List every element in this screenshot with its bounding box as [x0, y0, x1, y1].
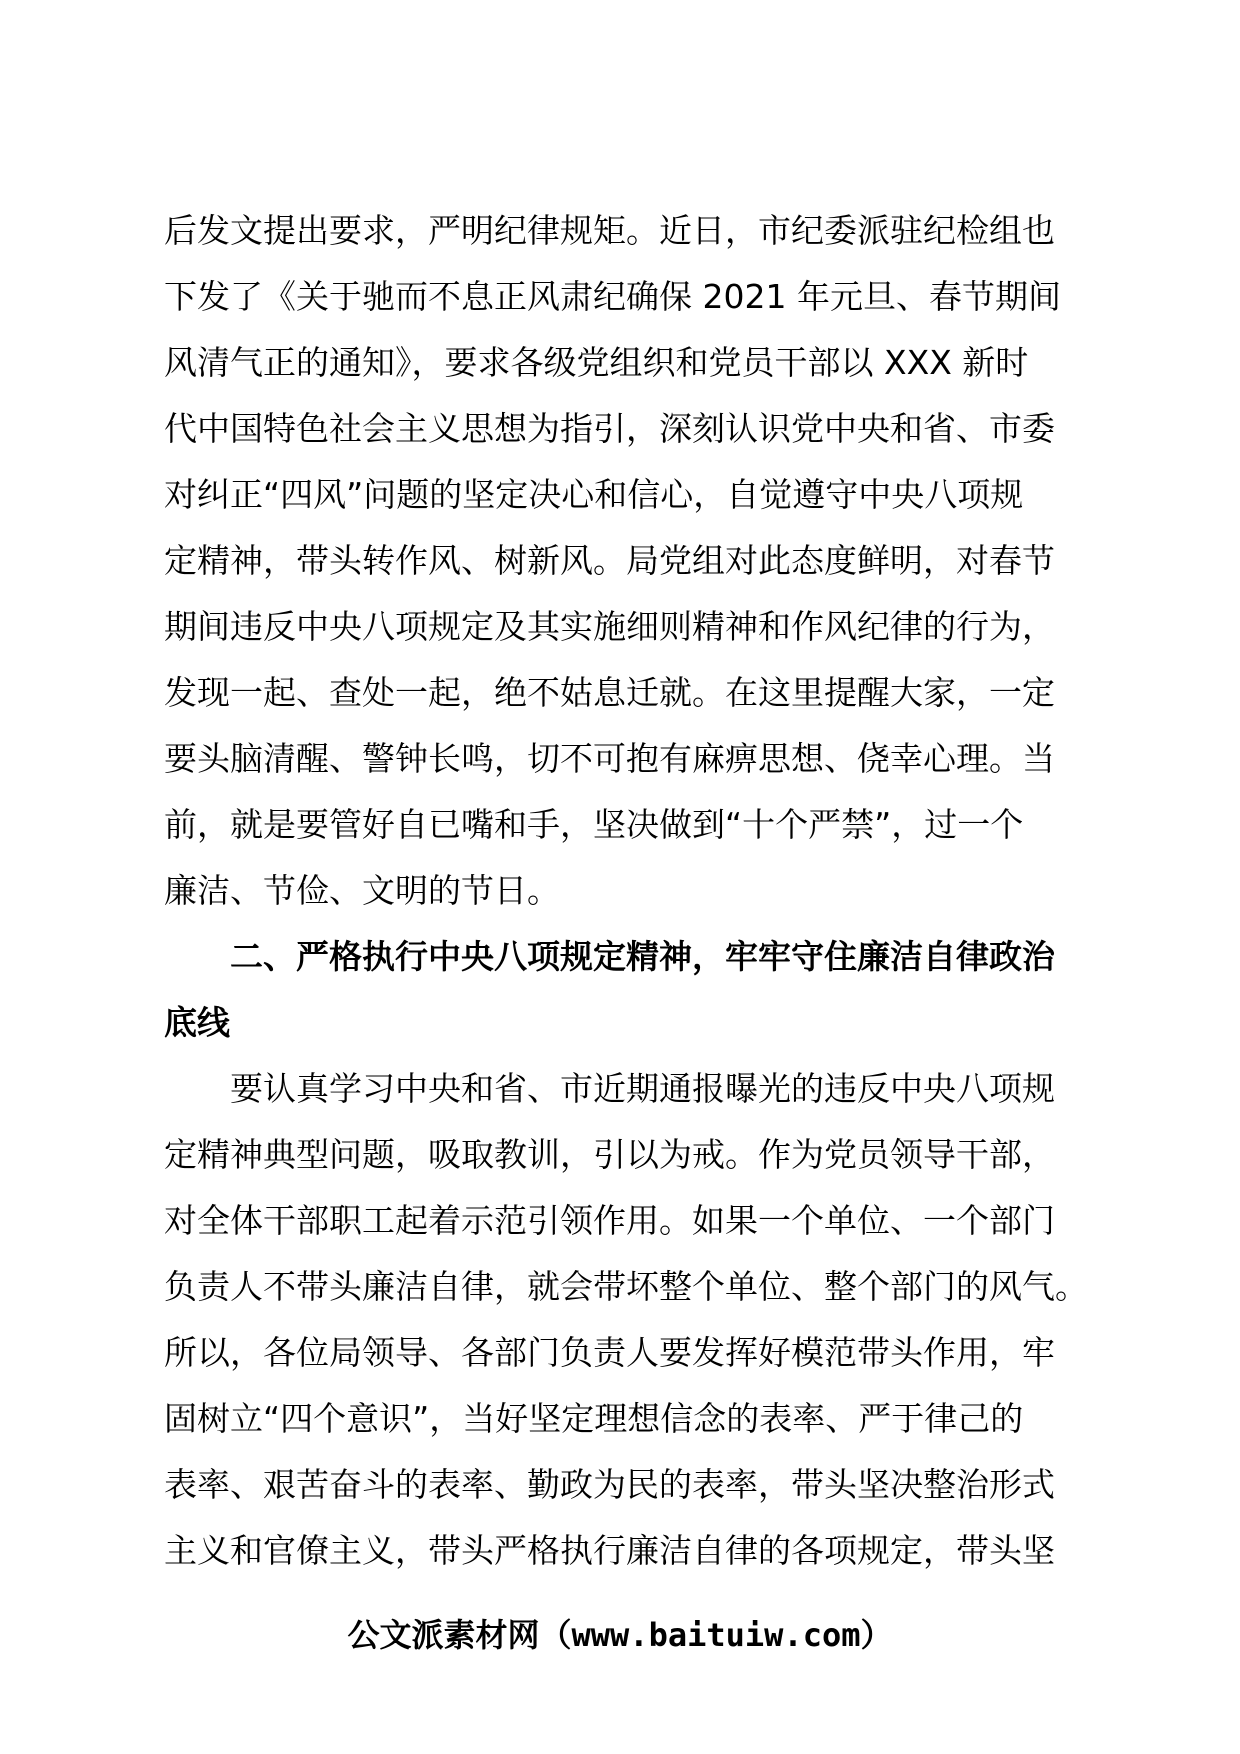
paragraph-line: 期间违反中央八项规定及其实施细则精神和作风纪律的行为， [164, 607, 1055, 646]
footer-url: （www.baituiw.com） [539, 1616, 893, 1654]
paragraph-line: 发现一起、查处一起，绝不姑息迁就。在这里提醒大家，一定 [164, 673, 1055, 712]
footer-site-name: 公文派素材网 [347, 1616, 540, 1654]
paragraph-line: 对全体干部职工起着示范引领作用。如果一个单位、一个部门 [164, 1201, 1055, 1240]
paragraph-line: 代中国特色社会主义思想为指引，深刻认识党中央和省、市委 [164, 409, 1055, 448]
paragraph-line: 主义和官僚主义，带头严格执行廉洁自律的各项规定，带头坚 [164, 1531, 1055, 1570]
paragraph-line: 下发了《关于驰而不息正风肃纪确保 2021 年元旦、春节期间 [164, 277, 1061, 316]
paragraph-line: 前，就是要管好自已嘴和手，坚决做到“十个严禁”，过一个 [164, 805, 1024, 844]
document-body [164, 198, 1088, 1584]
section-heading-continuation: 底线 [164, 1003, 230, 1042]
paragraph-line: 定精神典型问题，吸取教训，引以为戒。作为党员领导干部， [164, 1135, 1055, 1174]
paragraph-line: 定精神，带头转作风、树新风。局党组对此态度鲜明，对春节 [164, 541, 1055, 580]
paragraph-line: 固树立“四个意识”，当好坚定理想信念的表率、严于律己的 [164, 1399, 1024, 1438]
paragraph-line: 廉洁、节俭、文明的节日。 [164, 871, 560, 910]
paragraph-line: 要头脑清醒、警钟长鸣，切不可抱有麻痹思想、侥幸心理。当 [164, 739, 1055, 778]
page-footer [0, 1610, 1240, 1660]
paragraph-line: 后发文提出要求，严明纪律规矩。近日，市纪委派驻纪检组也 [164, 211, 1055, 250]
paragraph-line: 负责人不带头廉洁自律，就会带坏整个单位、整个部门的风气。 [164, 1267, 1088, 1306]
paragraph-line: 要认真学习中央和省、市近期通报曝光的违反中央八项规 [230, 1069, 1055, 1108]
section-heading: 二、严格执行中央八项规定精神，牢牢守住廉洁自律政治 [230, 937, 1055, 976]
paragraph-line: 所以，各位局领导、各部门负责人要发挥好模范带头作用，牢 [164, 1333, 1055, 1372]
paragraph-line: 对纠正“四风”问题的坚定决心和信心，自觉遵守中央八项规 [164, 475, 1024, 514]
paragraph-line: 风清气正的通知》，要求各级党组织和党员干部以 XXX 新时 [164, 343, 1029, 382]
paragraph-line: 表率、艰苦奋斗的表率、勤政为民的表率，带头坚决整治形式 [164, 1465, 1055, 1504]
